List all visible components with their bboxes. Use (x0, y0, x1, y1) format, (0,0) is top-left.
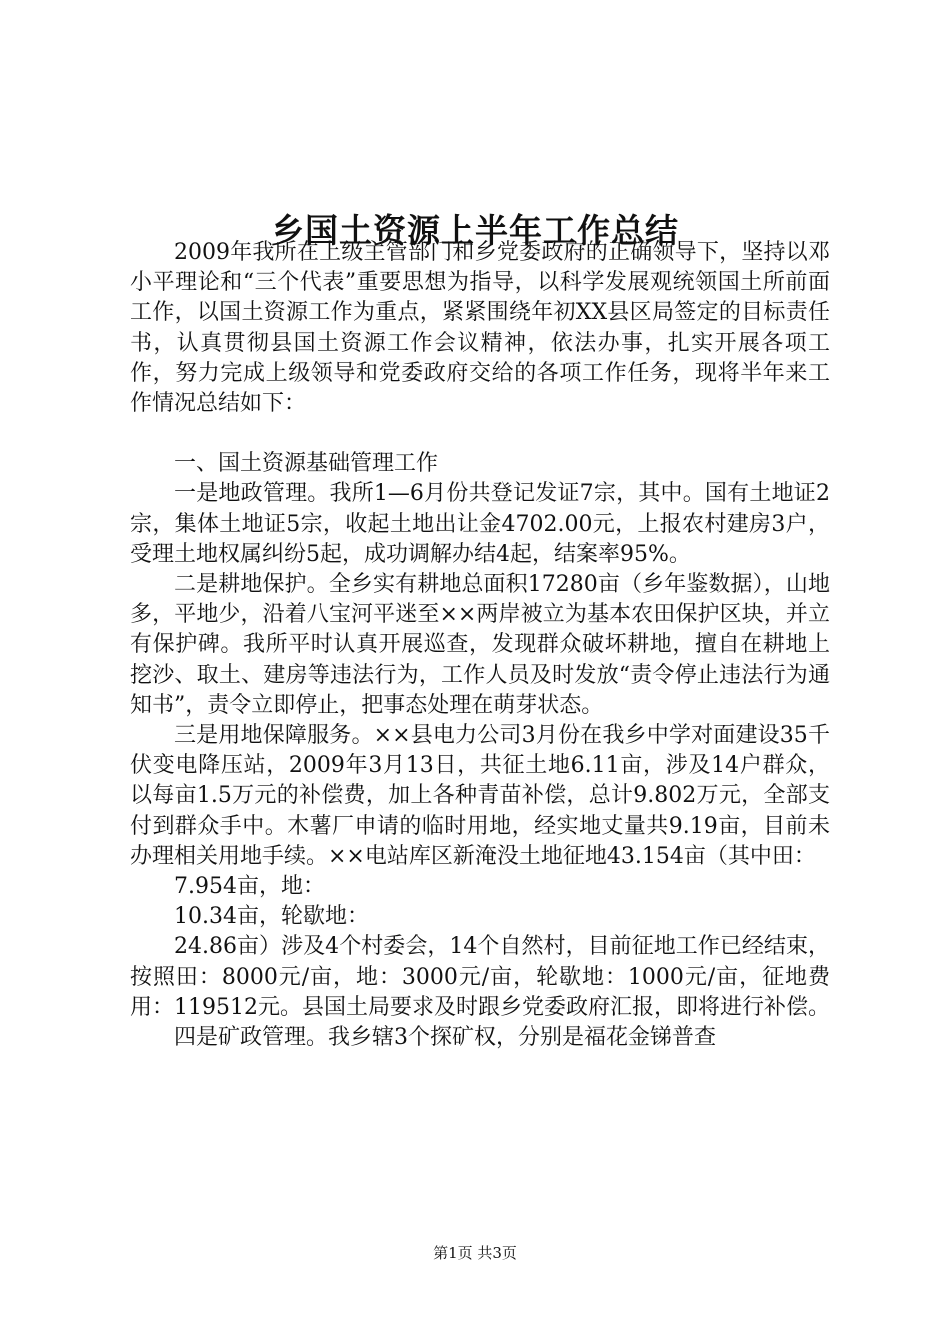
paragraph-mining-administration: 四是矿政管理。我乡辖3个探矿权，分别是福花金锑普查 (174, 1025, 716, 1051)
document-body (130, 238, 830, 1053)
paragraph-farmland-protection: 二是耕地保护。全乡实有耕地总面积17280亩（乡年鉴数据），山地多，平地少，沿着八宝河平迷至××两岸被立为基本农田保护区块，并立有保护碑。我所平时认真开展巡查，发现群众破坏耕地，擅自在耕地上挖沙、取土、建房等违法行为，工作人员及时发放“责令停止违法行为通知书”，责令立即停止，把事态处理在萌芽状态。 (130, 572, 830, 718)
paragraph-land-area-line-3: 24.86亩）涉及4个村委会，14个自然村，目前征地工作已经结束，按照田：8000元/亩，地：3000元/亩，轮歇地：1000元/亩，征地费用：119512元。县国土局要求及时跟乡党委政府汇报，即将进行补偿。 (130, 934, 830, 1020)
paragraph-land-area-line-2: 10.34亩，轮歇地： (174, 904, 369, 930)
paragraph-land-administration: 一是地政管理。我所1—6月份共登记发证7宗，其中。国有土地证2宗，集体土地证5宗，收起土地出让金4702.00元，上报农村建房3户，受理土地权属纠纷5起，成功调解办结4起，结案率95%。 (130, 481, 830, 567)
paragraph-land-area-line-1: 7.954亩，地： (174, 874, 325, 900)
section-heading: 一、国土资源基础管理工作 (174, 451, 439, 477)
document-title: 乡国土资源上半年工作总结 (271, 211, 679, 251)
paragraph-intro: 2009年我所在上级主管部门和乡党委政府的正确领导下，坚持以邓小平理论和“三个代表”重要思想为指导，以科学发展观统领国土所前面工作，以国土资源工作为重点，紧紧围绕年初XX县区局签定的目标责任书，认真贯彻县国土资源工作会议精神，依法办事，扎实开展各项工作，努力完成上级领导和党委政府交给的各项工作任务，现将半年来工作情况总结如下： (130, 240, 830, 417)
page-footer: 第1页 共3页 (433, 1244, 517, 1262)
paragraph-land-use-service: 三是用地保障服务。××县电力公司3月份在我乡中学对面建设35千伏变电降压站，2009年3月13日，共征土地6.11亩，涉及14户群众，以每亩1.5万元的补偿费，加上各种青苗补偿，总计9.802万元，全部支付到群众手中。木薯厂申请的临时用地，经实地丈量共9.19亩，目前未办理相关用地手续。××电站库区新淹没土地征地43.154亩（其中田： (130, 723, 830, 869)
